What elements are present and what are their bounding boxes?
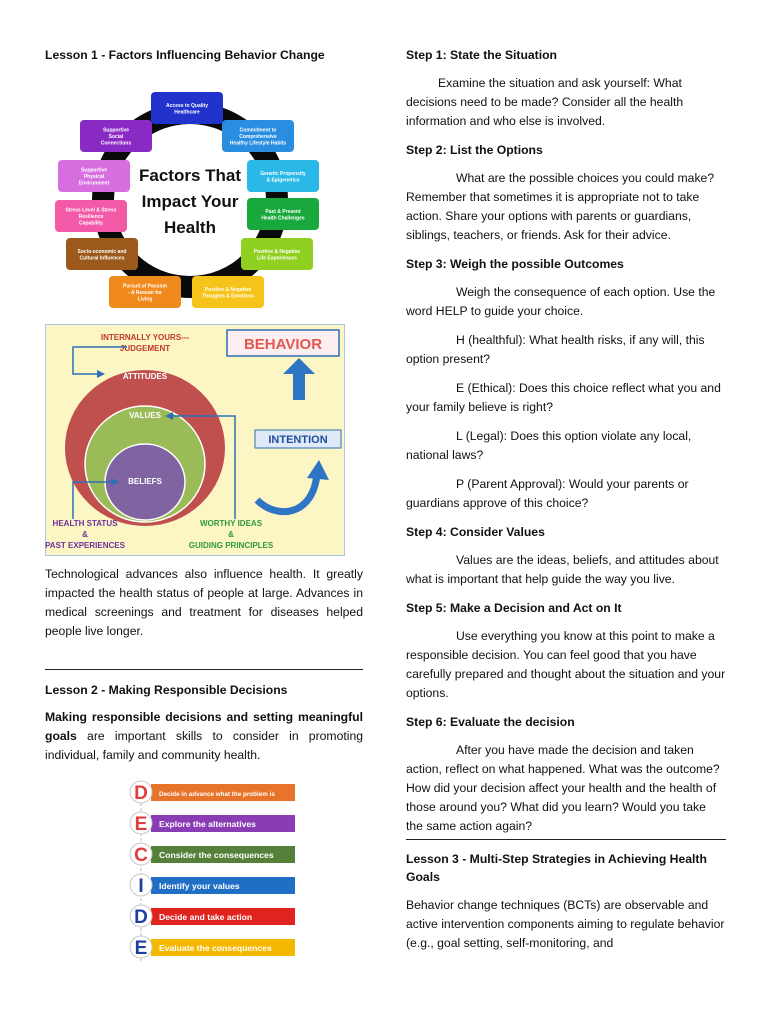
decide-row [130,936,295,959]
factors-center-line-2: Impact Your [141,192,239,211]
decide-letter: E [134,938,148,959]
factor-box-label: Comprehensive [239,134,277,140]
step3-text: Weigh the consequence of each option. Use the word HELP to guide your choice. [406,285,716,318]
factors-figure [45,90,363,318]
decide-row-label: Identify your values [159,881,240,891]
factor-box [58,160,130,192]
factor-box-label: Life Experiences [257,255,297,262]
step4-text: Values are the ideas, beliefs, and attitudes about what is important that help guide the way you live. [406,553,719,586]
lesson2-rest-text: are important skills to consider in promoting individual, family and community health. [45,729,363,762]
decide-row-label: Decide in advance what the problem is [159,791,275,798]
factor-box-label: Genetic Propensity [260,170,306,177]
factor-box [192,276,264,308]
factor-box-label: & Epigenetics [266,177,300,184]
factor-box-label: Living [137,296,153,303]
factor-box-label: - A Reason for [128,290,162,296]
beliefs-label: BELIEFS [128,477,162,486]
decide-row [130,812,295,835]
factor-box-label: Access to Quality [166,102,208,109]
tech-paragraph: Technological advances also influence health. It greatly impacted the health status of people at large. Advances in medical screenings and treatment for diseases helped people live longer. [45,567,363,638]
decide-row-label: Consider the consequences [159,850,274,860]
lesson-divider-2 [406,839,726,840]
factor-box-label: Past & Present [265,208,301,215]
help-p-text: P (Parent Approval): Would your parents or guardians approve of this choice? [406,477,689,510]
lesson3-heading: Lesson 3 - Multi-Step Strategies in Achieving Health Goals [406,852,707,884]
factor-box-label: Stress Level & Stress [65,207,117,214]
lesson2-heading: Lesson 2 - Making Responsible Decisions [45,683,288,697]
attitudes-label: ATTITUDES [122,372,168,381]
factor-box-label: Resilience [78,214,104,220]
factor-box [109,276,181,308]
factor-box-label: Commitment to [239,127,277,134]
worthy-ideas-line-3: GUIDING PRINCIPLES [188,541,274,550]
factor-box-label: Positive & Negative [253,248,301,255]
decide-row-label: Evaluate the consequences [159,943,272,953]
factor-box-label: Healthy Lifestyle Habits [229,140,287,147]
behavior-arrow-shaft [293,372,305,400]
decide-row [130,905,295,928]
step2-heading: Step 2: List the Options [406,143,543,157]
factor-box [247,160,319,192]
decide-row-label: Explore the alternatives [159,819,256,829]
internal-label-line-2: JUDGEMENT [119,344,171,353]
help-h-text: H (healthful): What health risks, if any will, this option present? [406,333,705,366]
decide-figure [129,777,369,969]
factor-box [55,200,127,232]
intention-label: INTENTION [268,434,328,446]
help-l-text: L (Legal): Does this option violate any local, national laws? [406,429,692,462]
factor-box-label: Connections [100,140,132,147]
factors-center-line-3: Health [164,218,216,237]
step1-text: Examine the situation and ask yourself: What decisions need to be made? Consider all the health information and who else is involved. [406,76,684,128]
step1-heading: Step 1: State the Situation [406,48,558,62]
health-status-line-2: & [82,530,88,539]
step4-heading: Step 4: Consider Values [406,525,545,539]
lesson2-paragraph [45,708,363,765]
help-e-text: E (Ethical): Does this choice reflect what you and your family believe is right? [406,381,721,414]
factor-box-label: Socio-economic and [77,248,127,255]
lesson3-text: Behavior change techniques (BCTs) are observable and active intervention components aiming to regulate behavior (e.g., goal setting, self-monitoring, and [406,898,725,950]
decide-letter: D [134,783,148,804]
lesson2-bold-text: Making responsible decisions and setting meaningful goals [45,710,363,743]
factor-box-label: Health Challenges [261,215,305,222]
factor-box [66,238,138,270]
lesson1-heading: Lesson 1 - Factors Influencing Behavior Change [45,48,325,62]
factor-box-label: Social [108,134,124,140]
factor-box-label: Capability [79,220,103,227]
factor-box-label: Supportive [102,127,130,134]
decide-row-label: Decide and take action [159,912,253,922]
internal-label-line-1: INTERNALLY YOURS--- [100,333,190,342]
decide-row [130,781,295,804]
factor-box [80,120,152,152]
values-label: VALUES [129,411,161,420]
factor-box-label: Physical [83,174,105,180]
behavior-label: BEHAVIOR [243,336,323,353]
factor-box-label: Cultural Influences [79,255,125,262]
worthy-ideas-line-2: & [228,530,234,539]
factor-box-label: Healthcare [174,109,200,116]
factors-center-line-1: Factors That [138,166,242,185]
factor-box-label: Environment [78,180,110,187]
factor-box [222,120,294,152]
health-status-line-1: HEALTH STATUS [52,519,118,528]
health-status-line-3: PAST EXPERIENCES [45,541,125,550]
factor-box-label: Supportive [80,167,108,174]
worthy-ideas-line-1: WORTHY IDEAS [199,519,263,528]
step5-text: Use everything you know at this point to make a responsible decision. You can feel good that you have carefully prepared and thought about the situation and your options. [406,629,726,700]
step6-heading: Step 6: Evaluate the decision [406,715,575,729]
factor-box-label: Thoughts & Emotions [202,293,254,300]
left-column [45,44,363,969]
decide-letter: I [138,876,144,897]
step3-heading: Step 3: Weigh the possible Outcomes [406,257,624,271]
decide-letter: C [134,845,148,866]
lesson-divider-1 [45,669,363,670]
decide-letter: D [134,907,148,928]
step6-text: After you have made the decision and taken action, reflect on what happened. What was the outcome? How did your decision affect your health and the health of those around you? What did you learn? Would you take the same action again? [406,743,720,833]
step5-heading: Step 5: Make a Decision and Act on It [406,601,622,615]
decide-row [130,874,295,897]
factor-box-label: Positive & Negative [204,286,252,293]
factor-box [241,238,313,270]
behavior-figure [45,324,345,556]
factor-box-label: Pursuit of Passion [123,283,167,290]
step2-text: What are the possible choices you could make? Remember that sometimes it is appropriate not to take action. Share your options with parents or guardians, siblings, teachers, or friends. Ask for their advice. [406,171,715,242]
decide-row [130,843,295,866]
factor-box [247,198,319,230]
factor-box [151,92,223,124]
decide-letter: E [134,814,148,835]
right-column [406,44,726,953]
